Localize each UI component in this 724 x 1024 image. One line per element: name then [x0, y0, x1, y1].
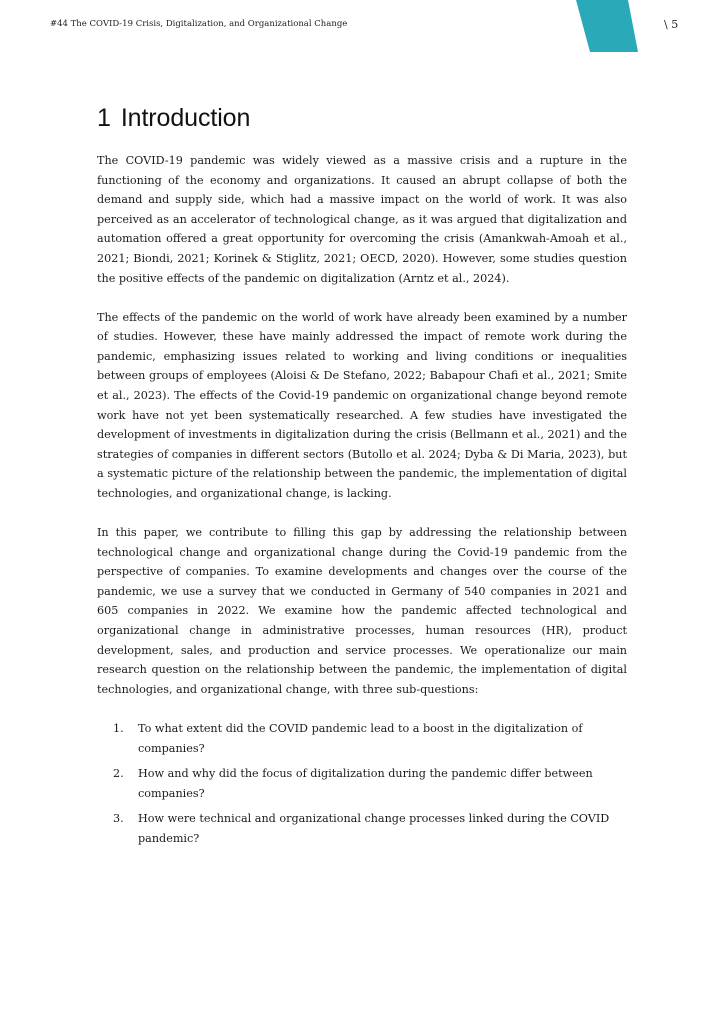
list-item-text: How were technical and organizational change processes linked during the COVID pandemic?: [138, 812, 610, 845]
section-title: Introduction: [120, 104, 251, 132]
accent-parallelogram: [576, 0, 638, 52]
paragraph-3: In this paper, we contribute to filling this gap by addressing the relationship between technological change and organizational change during the Covid-19 pandemic from the perspective of companies. To examine developments and changes over the course of the pandemic, we use a survey that we conducted in Germany of 540 companies in 2021 and 605 companies in 2022. We examine how the pandemic affected technological and organizational change in administrative processes, human resources (HR), product development, sales, and production and service processes. We operationalize our main research question on the relationship between the pandemic, the implementation of digital technologies, and organizational change, with three sub-questions:: [97, 526, 627, 696]
list-item-number: 2.: [113, 767, 124, 781]
list-item: [97, 809, 627, 848]
list-item-number: 1.: [113, 721, 124, 735]
paragraph-1: The COVID-19 pandemic was widely viewed as a massive crisis and a rupture in the functioning of the economy and organizations. It caused an abrupt collapse of both the demand and supply side, which had a massive impact on the world of work. It was also perceived as an accelerator of technological change, as it was argued that digitalization and automation offered a great opportunity for overcoming the crisis (Amankwah-Amoah et al., 2021; Biondi, 2021; Korinek & Stiglitz, 2021; OECD, 2020). However, some studies question the positive effects of the pandemic on digitalization (Arntz et al., 2024).: [97, 154, 627, 285]
body-text: [97, 151, 627, 855]
paragraph-2: The effects of the pandemic on the world of work have already been examined by a number of studies. However, these have mainly addressed the impact of remote work during the pandemic, emphasizing issues related to working and living conditions or inequalities between groups of employees (Aloisi & De Stefano, 2022; Babapour Chafi et al., 2021; Smite et al., 2023). The effects of the Covid-19 pandemic on organizational change beyond remote work have not yet been systematically researched. A few studies have investigated the development of investments in digitalization during the crisis (Bellmann et al., 2021) and the strategies of companies in different sectors (Butollo et al. 2024; Dyba & Di Maria, 2023), but a systematic picture of the relationship between the pandemic, the implementation of digital technologies, and organizational change, is lacking.: [97, 310, 627, 500]
research-questions-list: [97, 719, 627, 849]
list-item: [97, 764, 627, 803]
running-header: #44 The COVID-19 Crisis, Digitalization, and Organizational Change: [50, 19, 348, 29]
section-number: 1: [97, 104, 111, 132]
list-item: [97, 719, 627, 758]
header-accent-shape: [576, 0, 638, 52]
list-item-number: 3.: [113, 812, 124, 826]
list-item-text: How and why did the focus of digitalization during the pandemic differ between companies?: [138, 767, 593, 800]
page-number: \ 5: [664, 18, 679, 31]
list-item-text: To what extent did the COVID pandemic lead to a boost in the digitalization of companies?: [138, 721, 583, 755]
section-heading: [97, 104, 250, 133]
